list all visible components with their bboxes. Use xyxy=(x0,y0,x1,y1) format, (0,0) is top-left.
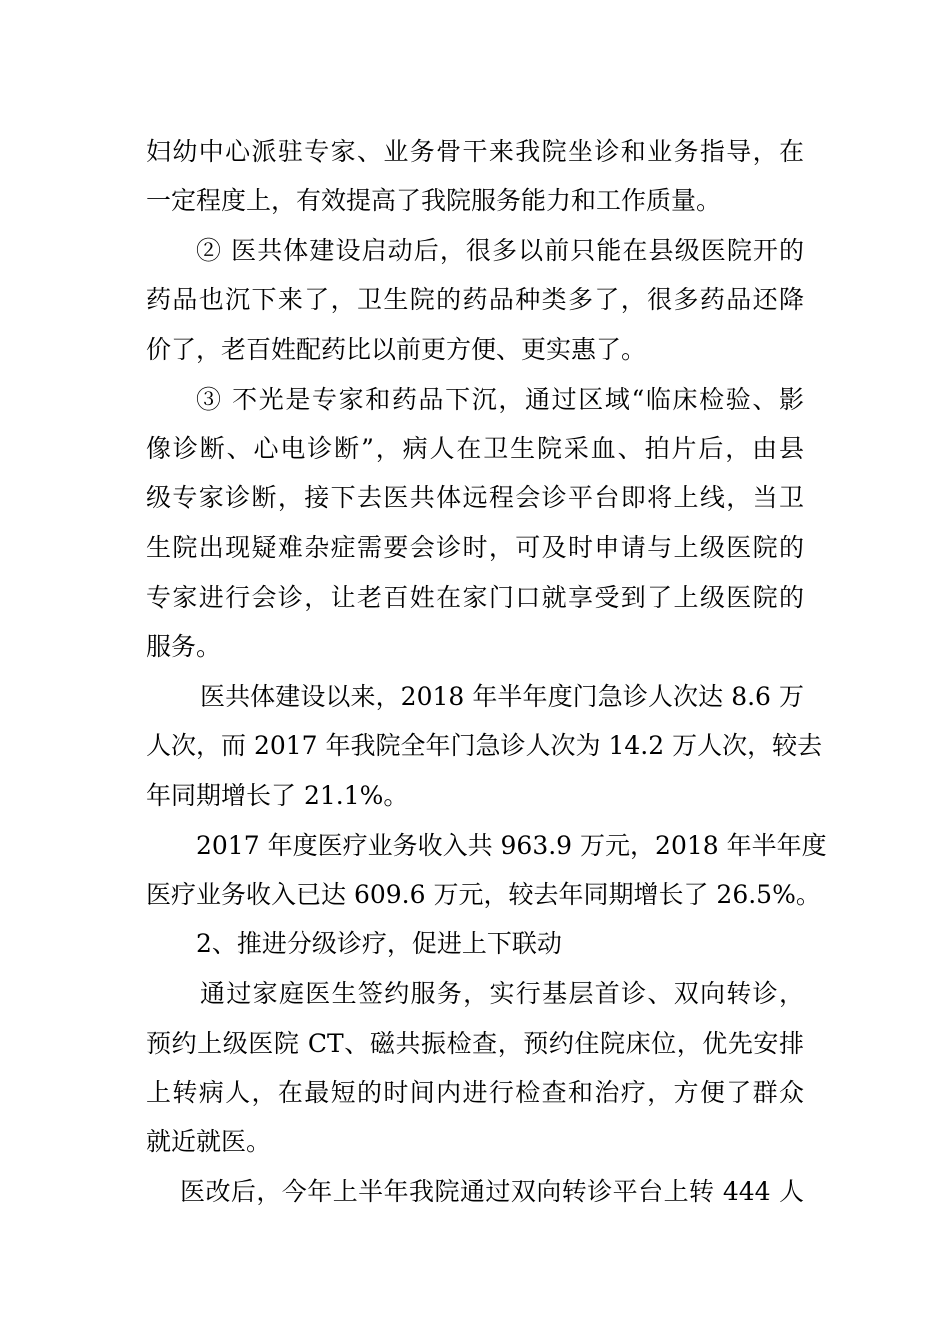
text-line: 上转病人，在最短的时间内进行检查和治疗，方便了群众 xyxy=(146,1078,804,1107)
text-line: 专家进行会诊，让老百姓在家门口就享受到了上级医院的 xyxy=(146,583,804,612)
text-line: ③ 不光是专家和药品下沉，通过区域“临床检验、影 xyxy=(196,385,804,414)
text-line: 年同期增长了 21.1%。 xyxy=(146,781,409,810)
text-line: 预约上级医院 CT、磁共振检查，预约住院床位，优先安排 xyxy=(146,1029,804,1058)
text-line: 通过家庭医生签约服务，实行基层首诊、双向转诊， xyxy=(200,979,804,1008)
text-line: 一定程度上，有效提高了我院服务能力和工作质量。 xyxy=(146,186,722,215)
text-line: 医改后，今年上半年我院通过双向转诊平台上转 444 人 xyxy=(180,1177,804,1206)
text-line: 人次，而 2017 年我院全年门急诊人次为 14.2 万人次，较去 xyxy=(146,731,823,760)
text-line: 级专家诊断，接下去医共体远程会诊平台即将上线，当卫 xyxy=(146,483,804,512)
text-line: 药品也沉下来了，卫生院的药品种类多了，很多药品还降 xyxy=(146,285,804,314)
text-line: 生院出现疑难杂症需要会诊时，可及时申请与上级医院的 xyxy=(146,533,804,562)
section-heading: 2、推进分级诊疗，促进上下联动 xyxy=(196,929,562,958)
text-line: 价了，老百姓配药比以前更方便、更实惠了。 xyxy=(146,335,647,364)
text-line: 像诊断、心电诊断”，病人在卫生院采血、拍片后，由县 xyxy=(146,434,804,463)
text-line: 妇幼中心派驻专家、业务骨干来我院坐诊和业务指导，在 xyxy=(146,137,804,166)
text-line: 2017 年度医疗业务收入共 963.9 万元，2018 年半年度 xyxy=(196,831,827,860)
text-line: 服务。 xyxy=(146,632,222,661)
text-line: ② 医共体建设启动后，很多以前只能在县级医院开的 xyxy=(196,236,804,265)
text-line: 医共体建设以来，2018 年半年度门急诊人次达 8.6 万 xyxy=(200,682,804,711)
text-line: 就近就医。 xyxy=(146,1127,272,1156)
text-line: 医疗业务收入已达 609.6 万元，较去年同期增长了 26.5%。 xyxy=(146,880,821,909)
